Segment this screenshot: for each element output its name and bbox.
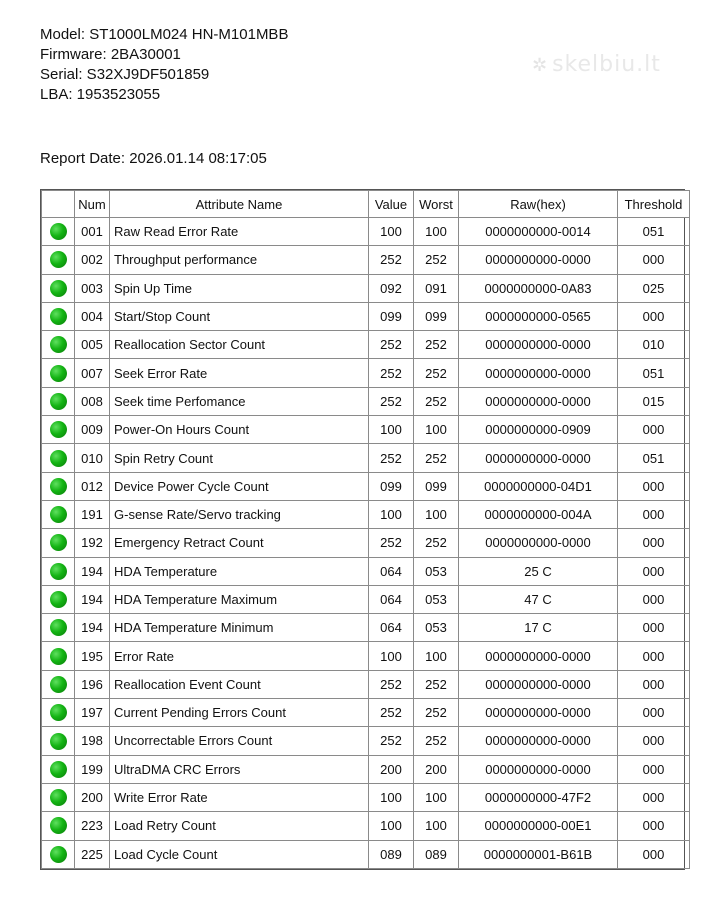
status-ok-icon <box>50 817 67 834</box>
watermark-text: skelbiu.lt <box>552 52 661 77</box>
attribute-raw: 0000000000-0000 <box>459 727 618 755</box>
attribute-value: 252 <box>369 387 414 415</box>
attribute-worst: 091 <box>414 274 459 302</box>
attribute-num: 198 <box>75 727 110 755</box>
attribute-num: 197 <box>75 699 110 727</box>
attribute-raw: 0000000000-0000 <box>459 387 618 415</box>
attribute-num: 004 <box>75 302 110 330</box>
status-ok-icon <box>50 619 67 636</box>
attribute-value: 252 <box>369 331 414 359</box>
attribute-name: Current Pending Errors Count <box>110 699 369 727</box>
attribute-name: UltraDMA CRC Errors <box>110 755 369 783</box>
attribute-worst: 100 <box>414 783 459 811</box>
attribute-value: 252 <box>369 359 414 387</box>
attribute-value: 092 <box>369 274 414 302</box>
attribute-num: 005 <box>75 331 110 359</box>
attribute-threshold: 000 <box>618 812 690 840</box>
status-cell <box>42 840 75 868</box>
attribute-value: 252 <box>369 670 414 698</box>
table-row <box>42 670 690 698</box>
worst-column-header: Worst <box>414 191 459 218</box>
status-cell <box>42 727 75 755</box>
model-line: Model: ST1000LM024 HN-M101MBB <box>40 26 289 43</box>
attribute-worst: 089 <box>414 840 459 868</box>
smart-attributes-table <box>41 190 690 869</box>
status-cell <box>42 755 75 783</box>
attribute-worst: 252 <box>414 246 459 274</box>
attribute-name: Load Retry Count <box>110 812 369 840</box>
status-cell <box>42 585 75 613</box>
table-row <box>42 699 690 727</box>
attribute-worst: 252 <box>414 670 459 698</box>
attribute-name: Start/Stop Count <box>110 302 369 330</box>
attribute-threshold: 010 <box>618 331 690 359</box>
attribute-raw: 0000000000-0909 <box>459 416 618 444</box>
status-cell <box>42 670 75 698</box>
attribute-name: HDA Temperature <box>110 557 369 585</box>
attribute-threshold: 000 <box>618 727 690 755</box>
table-row <box>42 218 690 246</box>
table-row <box>42 783 690 811</box>
status-ok-icon <box>50 308 67 325</box>
attribute-value: 200 <box>369 755 414 783</box>
attribute-num: 008 <box>75 387 110 415</box>
watermark-dots-icon: ✲ <box>532 55 549 76</box>
attribute-value: 064 <box>369 557 414 585</box>
status-column-header <box>42 191 75 218</box>
lba-line: LBA: 1953523055 <box>40 86 161 103</box>
attribute-value: 252 <box>369 246 414 274</box>
attribute-threshold: 000 <box>618 302 690 330</box>
attribute-value: 252 <box>369 727 414 755</box>
attribute-num: 194 <box>75 585 110 613</box>
status-ok-icon <box>50 591 67 608</box>
attribute-value: 064 <box>369 614 414 642</box>
attribute-raw: 0000000000-004A <box>459 500 618 528</box>
attribute-raw: 0000000000-0A83 <box>459 274 618 302</box>
attribute-raw: 0000000000-0565 <box>459 302 618 330</box>
status-ok-icon <box>50 789 67 806</box>
table-row <box>42 585 690 613</box>
attribute-name: Emergency Retract Count <box>110 529 369 557</box>
attribute-raw: 0000000000-0000 <box>459 331 618 359</box>
table-row <box>42 840 690 868</box>
value-column-header: Value <box>369 191 414 218</box>
attribute-threshold: 051 <box>618 359 690 387</box>
attribute-value: 089 <box>369 840 414 868</box>
status-ok-icon <box>50 450 67 467</box>
status-cell <box>42 302 75 330</box>
attribute-num: 012 <box>75 472 110 500</box>
attribute-num: 195 <box>75 642 110 670</box>
status-ok-icon <box>50 336 67 353</box>
attribute-name: Raw Read Error Rate <box>110 218 369 246</box>
attribute-name: Reallocation Sector Count <box>110 331 369 359</box>
attribute-threshold: 000 <box>618 614 690 642</box>
attribute-raw: 25 C <box>459 557 618 585</box>
status-cell <box>42 246 75 274</box>
attribute-threshold: 000 <box>618 783 690 811</box>
status-ok-icon <box>50 534 67 551</box>
attribute-threshold: 000 <box>618 246 690 274</box>
attribute-worst: 252 <box>414 699 459 727</box>
table-row <box>42 614 690 642</box>
attribute-threshold: 051 <box>618 218 690 246</box>
attribute-name: Seek time Perfomance <box>110 387 369 415</box>
attribute-worst: 100 <box>414 500 459 528</box>
attribute-threshold: 000 <box>618 699 690 727</box>
status-ok-icon <box>50 365 67 382</box>
threshold-column-header: Threshold <box>618 191 690 218</box>
table-body <box>42 218 690 869</box>
status-cell <box>42 812 75 840</box>
table-row <box>42 557 690 585</box>
attribute-raw: 0000000000-0000 <box>459 755 618 783</box>
table-row <box>42 274 690 302</box>
status-ok-icon <box>50 421 67 438</box>
table-row <box>42 387 690 415</box>
attribute-name-column-header: Attribute Name <box>110 191 369 218</box>
status-ok-icon <box>50 733 67 750</box>
attribute-value: 099 <box>369 472 414 500</box>
status-ok-icon <box>50 761 67 778</box>
attribute-raw: 0000000000-0000 <box>459 359 618 387</box>
attribute-value: 100 <box>369 812 414 840</box>
attribute-value: 100 <box>369 416 414 444</box>
status-cell <box>42 274 75 302</box>
table-row <box>42 416 690 444</box>
attribute-num: 007 <box>75 359 110 387</box>
attribute-num: 199 <box>75 755 110 783</box>
attribute-value: 064 <box>369 585 414 613</box>
attribute-worst: 099 <box>414 302 459 330</box>
attribute-num: 225 <box>75 840 110 868</box>
serial-line: Serial: S32XJ9DF501859 <box>40 66 210 83</box>
table-row <box>42 812 690 840</box>
status-cell <box>42 557 75 585</box>
attribute-num: 191 <box>75 500 110 528</box>
attribute-threshold: 000 <box>618 472 690 500</box>
attribute-threshold: 051 <box>618 444 690 472</box>
attribute-threshold: 025 <box>618 274 690 302</box>
attribute-raw: 0000000000-0000 <box>459 444 618 472</box>
status-ok-icon <box>50 704 67 721</box>
attribute-name: Write Error Rate <box>110 783 369 811</box>
attribute-worst: 252 <box>414 529 459 557</box>
attribute-threshold: 000 <box>618 416 690 444</box>
attribute-raw: 0000000000-0000 <box>459 642 618 670</box>
smart-table-container <box>40 189 685 870</box>
attribute-raw: 0000000000-04D1 <box>459 472 618 500</box>
attribute-num: 001 <box>75 218 110 246</box>
attribute-num: 002 <box>75 246 110 274</box>
attribute-name: Error Rate <box>110 642 369 670</box>
attribute-name: Device Power Cycle Count <box>110 472 369 500</box>
table-row <box>42 642 690 670</box>
table-row <box>42 500 690 528</box>
status-ok-icon <box>50 251 67 268</box>
status-cell <box>42 642 75 670</box>
status-ok-icon <box>50 506 67 523</box>
raw-column-header: Raw(hex) <box>459 191 618 218</box>
attribute-num: 003 <box>75 274 110 302</box>
table-row <box>42 529 690 557</box>
attribute-value: 252 <box>369 444 414 472</box>
attribute-threshold: 000 <box>618 557 690 585</box>
attribute-name: Spin Retry Count <box>110 444 369 472</box>
attribute-threshold: 000 <box>618 642 690 670</box>
attribute-raw: 0000000000-0000 <box>459 529 618 557</box>
status-ok-icon <box>50 280 67 297</box>
status-ok-icon <box>50 478 67 495</box>
watermark <box>532 52 661 77</box>
table-row <box>42 727 690 755</box>
status-ok-icon <box>50 846 67 863</box>
attribute-num: 223 <box>75 812 110 840</box>
drive-info <box>40 25 288 105</box>
attribute-num: 192 <box>75 529 110 557</box>
table-row <box>42 246 690 274</box>
status-ok-icon <box>50 648 67 665</box>
status-cell <box>42 500 75 528</box>
attribute-threshold: 015 <box>618 387 690 415</box>
attribute-name: Power-On Hours Count <box>110 416 369 444</box>
attribute-worst: 252 <box>414 387 459 415</box>
attribute-raw: 0000000000-0000 <box>459 246 618 274</box>
status-ok-icon <box>50 676 67 693</box>
attribute-threshold: 000 <box>618 755 690 783</box>
attribute-name: G-sense Rate/Servo tracking <box>110 500 369 528</box>
attribute-name: Throughput performance <box>110 246 369 274</box>
status-ok-icon <box>50 393 67 410</box>
attribute-num: 194 <box>75 614 110 642</box>
attribute-threshold: 000 <box>618 670 690 698</box>
attribute-name: Seek Error Rate <box>110 359 369 387</box>
attribute-name: HDA Temperature Minimum <box>110 614 369 642</box>
status-cell <box>42 529 75 557</box>
attribute-raw: 0000000000-0000 <box>459 670 618 698</box>
table-row <box>42 472 690 500</box>
attribute-worst: 053 <box>414 557 459 585</box>
attribute-raw: 0000000000-0000 <box>459 699 618 727</box>
attribute-worst: 252 <box>414 359 459 387</box>
attribute-value: 100 <box>369 783 414 811</box>
attribute-worst: 053 <box>414 614 459 642</box>
table-row <box>42 331 690 359</box>
status-cell <box>42 416 75 444</box>
attribute-worst: 099 <box>414 472 459 500</box>
attribute-num: 010 <box>75 444 110 472</box>
attribute-worst: 100 <box>414 416 459 444</box>
attribute-value: 100 <box>369 218 414 246</box>
status-cell <box>42 444 75 472</box>
status-cell <box>42 359 75 387</box>
attribute-value: 100 <box>369 642 414 670</box>
status-cell <box>42 699 75 727</box>
attribute-worst: 252 <box>414 331 459 359</box>
attribute-worst: 100 <box>414 812 459 840</box>
table-row <box>42 755 690 783</box>
attribute-worst: 252 <box>414 727 459 755</box>
attribute-value: 100 <box>369 500 414 528</box>
attribute-worst: 100 <box>414 218 459 246</box>
status-ok-icon <box>50 223 67 240</box>
attribute-name: Spin Up Time <box>110 274 369 302</box>
attribute-threshold: 000 <box>618 529 690 557</box>
firmware-line: Firmware: 2BA30001 <box>40 46 181 63</box>
status-cell <box>42 783 75 811</box>
attribute-name: Uncorrectable Errors Count <box>110 727 369 755</box>
report-date: Report Date: 2026.01.14 08:17:05 <box>40 150 267 167</box>
status-cell <box>42 472 75 500</box>
attribute-name: Reallocation Event Count <box>110 670 369 698</box>
table-row <box>42 359 690 387</box>
status-cell <box>42 387 75 415</box>
attribute-value: 252 <box>369 529 414 557</box>
attribute-raw: 17 C <box>459 614 618 642</box>
attribute-name: HDA Temperature Maximum <box>110 585 369 613</box>
table-row <box>42 302 690 330</box>
attribute-worst: 200 <box>414 755 459 783</box>
attribute-value: 252 <box>369 699 414 727</box>
table-row <box>42 444 690 472</box>
table-header-row <box>42 191 690 218</box>
attribute-raw: 0000000000-0014 <box>459 218 618 246</box>
attribute-num: 009 <box>75 416 110 444</box>
attribute-num: 194 <box>75 557 110 585</box>
status-ok-icon <box>50 563 67 580</box>
status-cell <box>42 218 75 246</box>
status-cell <box>42 614 75 642</box>
attribute-worst: 053 <box>414 585 459 613</box>
attribute-raw: 0000000001-B61B <box>459 840 618 868</box>
attribute-raw: 0000000000-47F2 <box>459 783 618 811</box>
attribute-raw: 0000000000-00E1 <box>459 812 618 840</box>
attribute-num: 200 <box>75 783 110 811</box>
attribute-raw: 47 C <box>459 585 618 613</box>
attribute-worst: 252 <box>414 444 459 472</box>
attribute-threshold: 000 <box>618 840 690 868</box>
attribute-name: Load Cycle Count <box>110 840 369 868</box>
num-column-header: Num <box>75 191 110 218</box>
attribute-threshold: 000 <box>618 585 690 613</box>
attribute-value: 099 <box>369 302 414 330</box>
attribute-threshold: 000 <box>618 500 690 528</box>
attribute-worst: 100 <box>414 642 459 670</box>
attribute-num: 196 <box>75 670 110 698</box>
status-cell <box>42 331 75 359</box>
